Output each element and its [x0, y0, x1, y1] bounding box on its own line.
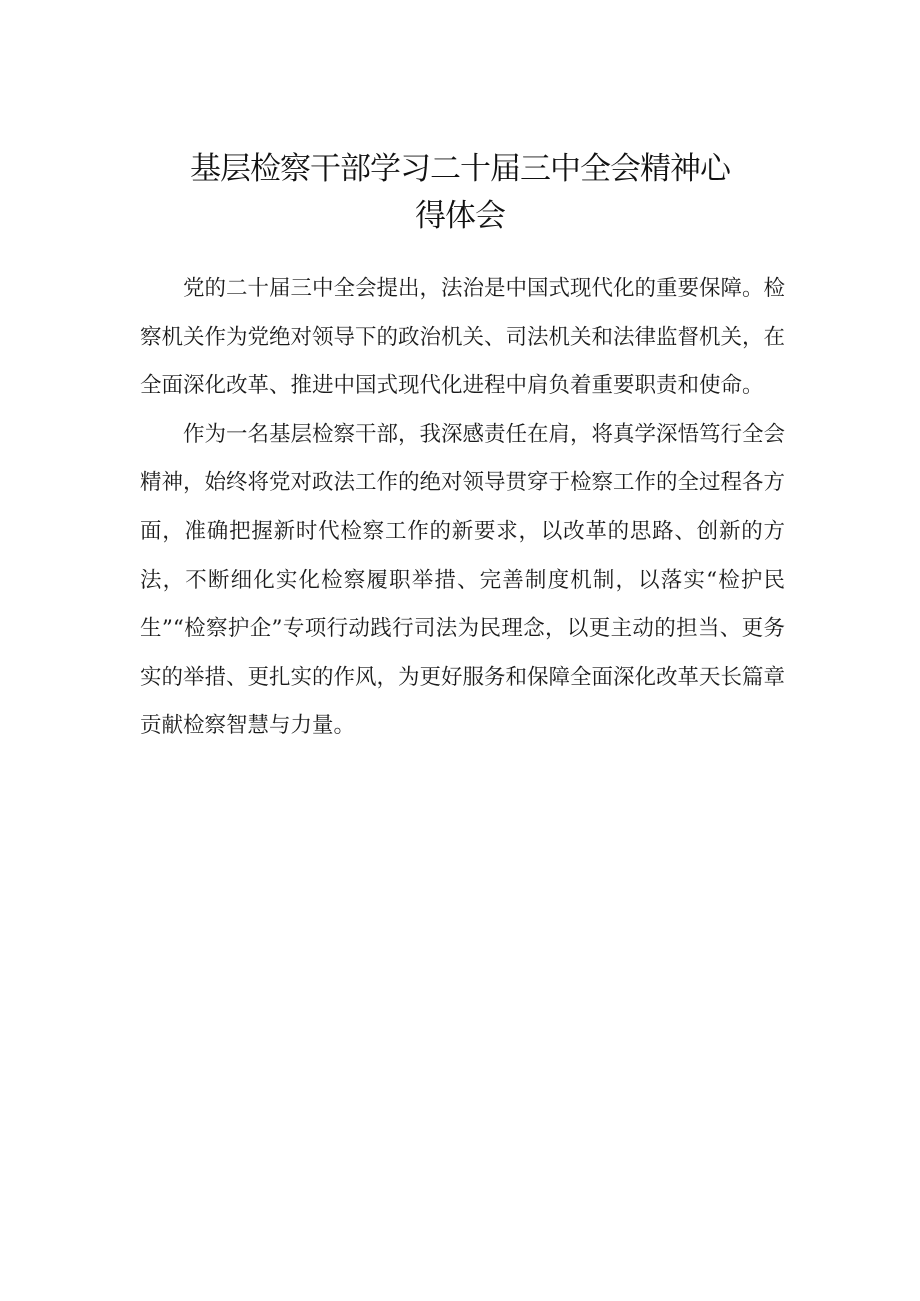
paragraph-1: 党的二十届三中全会提出，法治是中国式现代化的重要保障。检察机关作为党绝对领导下的政治机关、司法机关和法律监督机关，在全面深化改革、推进中国式现代化进程中肩负着重要职责和使命。 [140, 276, 786, 399]
title-line-2: 得体会 [415, 198, 505, 234]
title-line-1: 基层检察干部学习二十届三中全会精神心 [190, 151, 730, 187]
document-body [140, 265, 785, 751]
paragraph-2: 作为一名基层检察干部，我深感责任在肩，将真学深悟笃行全会精神，始终将党对政法工作的绝对领导贯穿于检察工作的全过程各方面，准确把握新时代检察工作的新要求，以改革的思路、创新的方法，不断细化实化检察履职举措、完善制度机制，以落实“检护民生”“检察护企”专项行动践行司法为民理念，以更主动的担当、更务实的举措、更扎实的作风，为更好服务和保障全面深化改革天长篇章贡献检察智慧与力量。 [140, 421, 786, 739]
document-title [140, 146, 780, 240]
